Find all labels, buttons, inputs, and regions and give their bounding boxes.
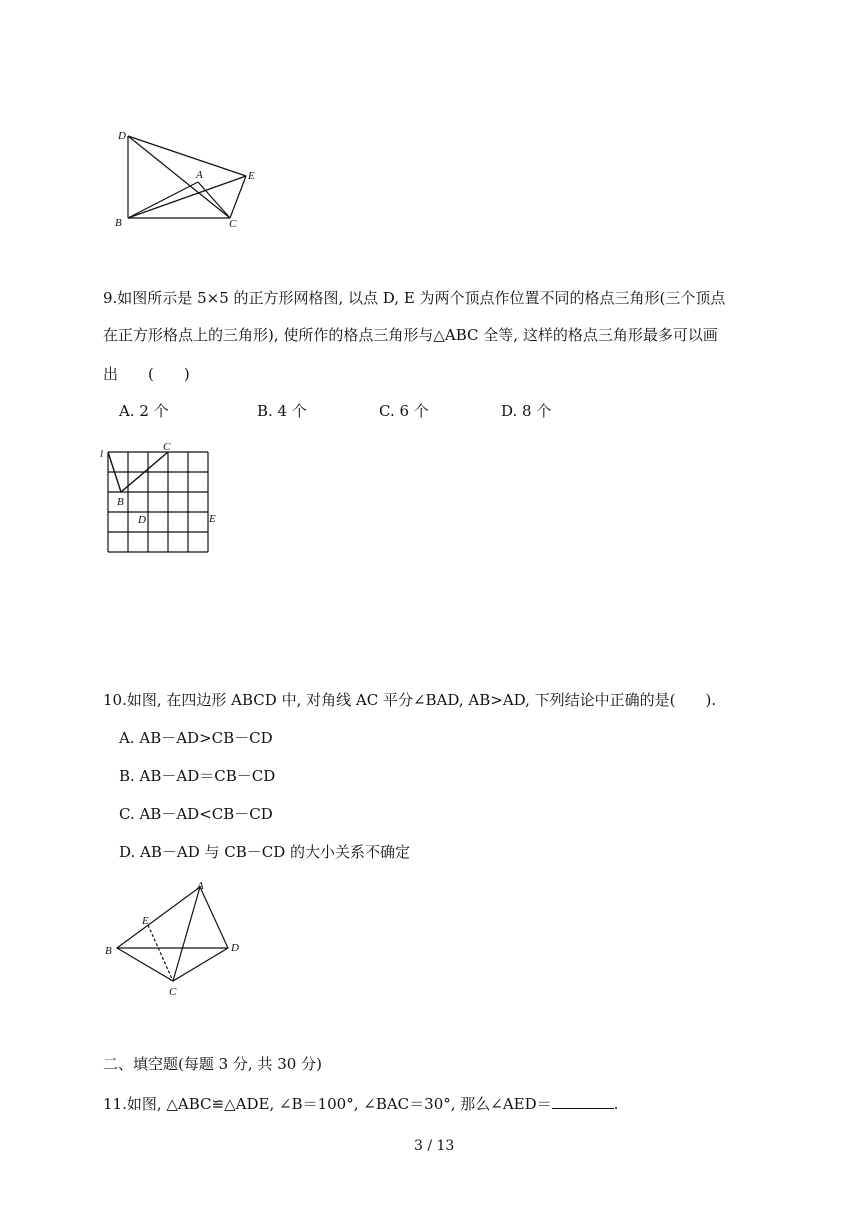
- figure-q9-grid: [98, 438, 228, 558]
- seg-be: [128, 176, 246, 218]
- label-a: A: [196, 169, 203, 181]
- q9-line1: 9.如图所示是 5×5 的正方形网格图, 以点 D, E 为两个顶点作位置不同的格点三角形(三个顶点: [103, 289, 726, 307]
- label-b: B: [115, 217, 122, 229]
- q11-end: .: [613, 1095, 619, 1113]
- fig10-label-d: D: [231, 942, 239, 954]
- fig10-label-a: A: [197, 880, 204, 892]
- figure-q10: [100, 875, 250, 1000]
- page-number: 3 / 13: [414, 1138, 455, 1154]
- label-c: C: [229, 218, 237, 230]
- section-heading: 二、填空题(每题 3 分, 共 30 分): [103, 1055, 322, 1073]
- seg-ce: [230, 176, 246, 218]
- grid-label-a: l: [100, 448, 104, 460]
- q9-option-d: D. 8 个: [501, 402, 552, 420]
- q9-option-b: B. 4 个: [257, 402, 307, 420]
- q9-option-a: A. 2 个: [119, 402, 169, 420]
- grid-label-e: E: [209, 513, 216, 525]
- grid-label-b: B: [117, 496, 124, 508]
- grid-label-c: C: [163, 441, 171, 453]
- q11-text: 11.如图, △ABC≌△ADE, ∠B＝100°, ∠BAC＝30°, 那么∠AED＝: [103, 1095, 552, 1113]
- q11-line: [103, 1094, 618, 1114]
- label-d: D: [118, 130, 126, 142]
- grid-label-d: D: [138, 514, 146, 526]
- q11-answer-blank: [552, 1094, 614, 1109]
- seg-ba: [128, 182, 198, 218]
- label-e: E: [248, 170, 255, 182]
- seg-dc: [128, 136, 230, 218]
- fig10-label-e: E: [142, 915, 149, 927]
- q10-option-b: B. AB－AD＝CB－CD: [119, 767, 276, 785]
- quad-abcd: [117, 887, 228, 981]
- q10-option-d: D. AB－AD 与 CB－CD 的大小关系不确定: [119, 843, 411, 861]
- seg-de: [128, 136, 246, 176]
- seg-ec-dashed: [148, 925, 173, 981]
- q10-option-c: C. AB－AD<CB－CD: [119, 805, 273, 823]
- q10-stem: 10.如图, 在四边形 ABCD 中, 对角线 AC 平分∠BAD, AB>AD, 下列结论中正确的是( ).: [103, 691, 717, 709]
- fig10-label-b: B: [105, 945, 112, 957]
- fig10-label-c: C: [169, 986, 177, 998]
- q9-option-c: C. 6 个: [379, 402, 429, 420]
- q10-option-a: A. AB－AD>CB－CD: [119, 729, 273, 747]
- q9-line3: 出 ( ): [103, 365, 190, 383]
- q9-line2: 在正方形格点上的三角形), 使所作的格点三角形与△ABC 全等, 这样的格点三角形最多可以画: [103, 326, 718, 344]
- figure-q8: [110, 120, 280, 235]
